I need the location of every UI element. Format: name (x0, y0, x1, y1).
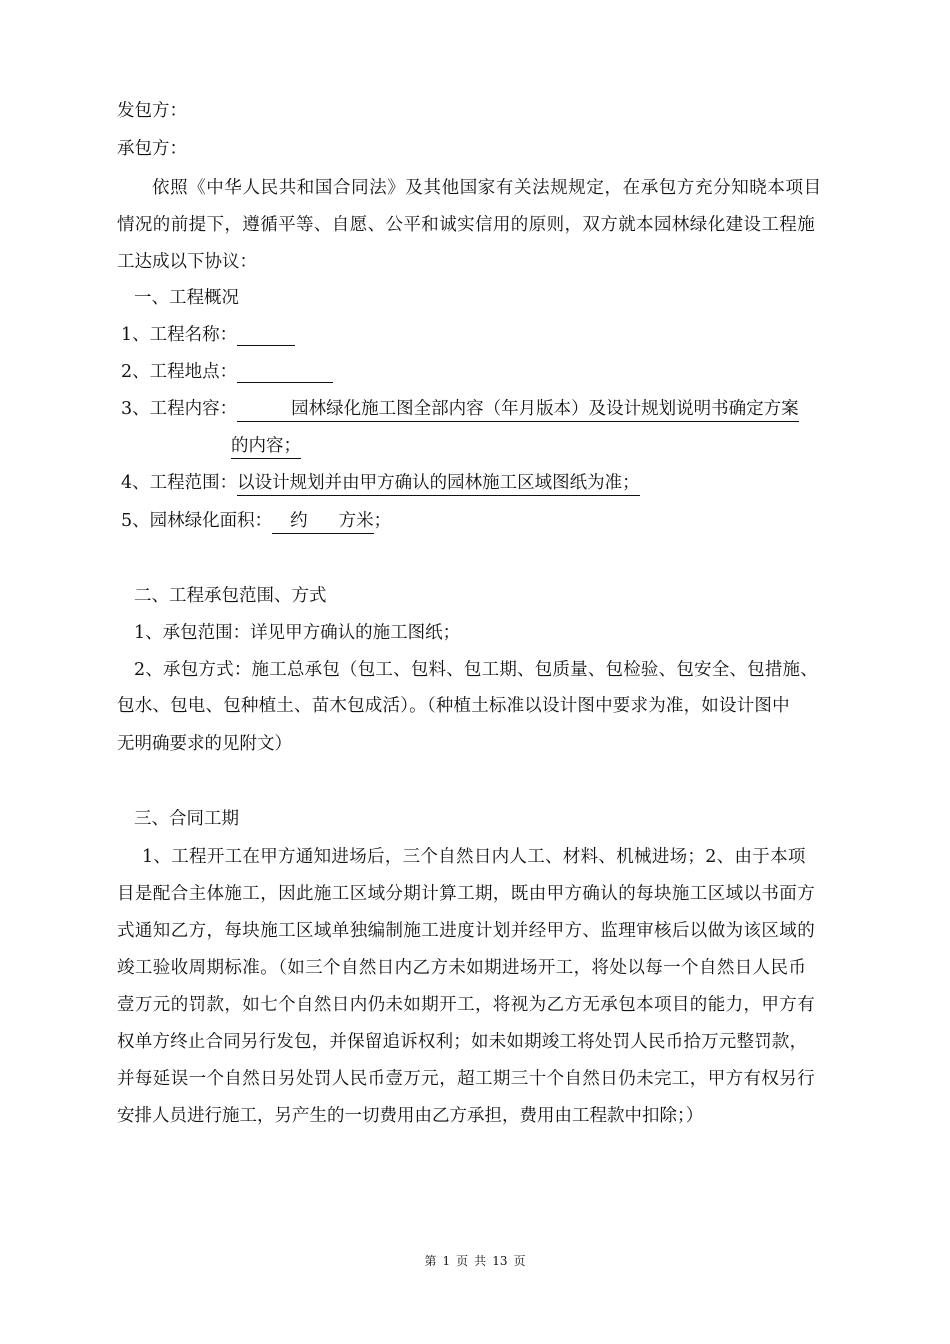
intro-line-2: 情况的前提下，遵循平等、自愿、公平和诚实信用的原则，双方就本园林绿化建设工程施 (117, 215, 816, 235)
contract-method-line-1: 2、承包方式：施工总承包（包工、包料、包工期、包质量、包检验、包安全、包措施、 (134, 660, 818, 680)
project-content-row (121, 398, 799, 422)
schedule-line-6: 权单方终止合同另行发包，并保留追诉权利；如未如期竣工将处罚人民币拾万元整罚款， (117, 1032, 808, 1052)
green-area-value: 约 方米 (272, 510, 374, 534)
project-scope-row (121, 472, 640, 496)
schedule-line-7: 并每延误一个自然日另处罚人民币壹万元，超工期三十个自然日仍未完工，甲方有权另行 (117, 1069, 816, 1089)
section-1-title: 一、工程概况 (134, 288, 239, 308)
project-name-blank (237, 325, 295, 346)
project-content-label: 3、工程内容： (121, 399, 238, 419)
project-name-row (121, 324, 295, 346)
intro-line-3: 工达成以下协议： (117, 252, 257, 272)
project-name-label: 1、工程名称： (121, 325, 238, 345)
page-footer: 第 1 页 共 13 页 (424, 1254, 526, 1268)
contract-scope: 1、承包范围：详见甲方确认的施工图纸； (134, 623, 461, 643)
schedule-line-4: 竣工验收周期标准。（如三个自然日内乙方未如期进场开工，将处以每一个自然日人民币 (117, 958, 807, 978)
schedule-line-3: 式通知乙方，每块施工区域单独编制施工进度计划并经甲方、监理审核后以做为该区域的 (117, 921, 816, 941)
page-number: 1 (442, 1254, 451, 1268)
intro-line-1: 依照《中华人民共和国合同法》及其他国家有关法规规定，在承包方充分知晓本项目 (152, 178, 822, 198)
section-2-title: 二、工程承包范围、方式 (134, 586, 327, 606)
green-area-label: 5、园林绿化面积： (121, 511, 273, 531)
schedule-line-1: 1、工程开工在甲方通知进场后，三个自然日内人工、材料、机械进场；2、由于本项 (142, 847, 806, 867)
project-location-label: 2、工程地点： (121, 362, 238, 382)
schedule-line-2: 目是配合主体施工，因此施工区域分期计算工期，既由甲方确认的每块施工区域以书面方 (117, 884, 816, 904)
project-scope-value: 以设计规划并由甲方确认的园林施工区域图纸为准； (237, 472, 640, 496)
schedule-line-5: 壹万元的罚款，如七个自然日内仍未如期开工，将视为乙方无承包本项目的能力，甲方有 (117, 995, 816, 1015)
schedule-line-8: 安排人员进行施工，另产生的一切费用由乙方承担，费用由工程款中扣除；） (117, 1106, 704, 1126)
green-area-row: 5、园林绿化面积： 约 方米； (121, 510, 391, 534)
contract-method-line-2: 包水、包电、包种植土、苗木包成活）。（种植土标准以设计图中要求为准，如设计图中 (117, 696, 790, 716)
project-location-blank (237, 362, 333, 383)
project-location-row (121, 361, 333, 383)
project-content-value: 园林绿化施工图全部内容（年月版本）及设计规划说明书确定方案 (237, 398, 799, 422)
party-b-label: 承包方： (117, 139, 187, 159)
section-3-title: 三、合同工期 (134, 809, 239, 829)
page-total: 13 (492, 1254, 508, 1268)
project-scope-label: 4、工程范围： (121, 473, 238, 493)
contract-method-line-3: 无明确要求的见附文） (117, 734, 292, 754)
party-a-label: 发包方： (117, 101, 187, 121)
project-content-value-cont: 的内容； (231, 435, 301, 459)
